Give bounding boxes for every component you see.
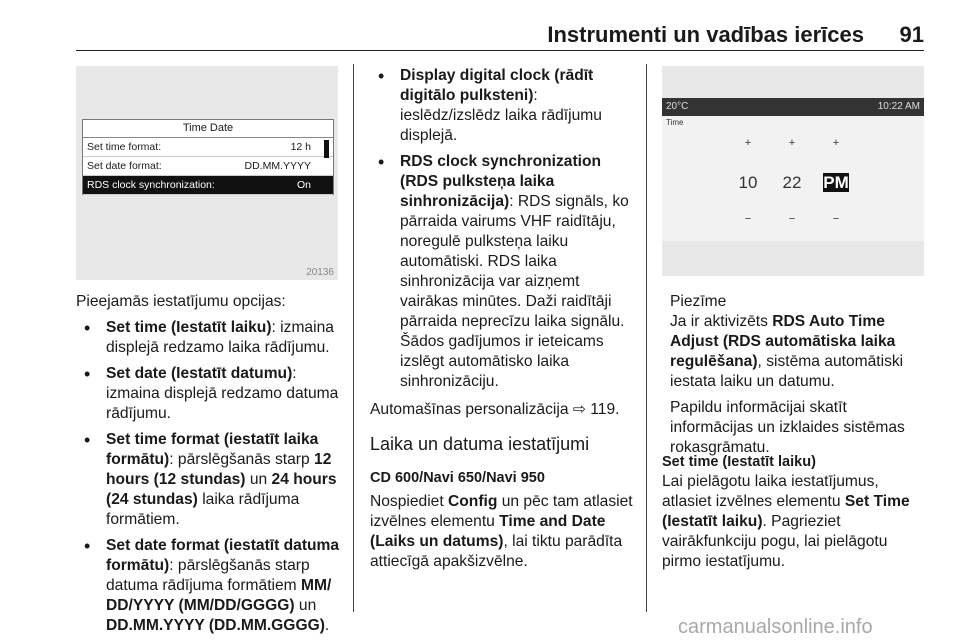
option-value: 12 hours (12 stundas) — [106, 451, 332, 488]
screen-title: Time Date — [83, 120, 333, 138]
list-item — [370, 152, 638, 392]
list-item — [370, 66, 638, 146]
plus-icon: + — [744, 137, 752, 149]
text: , sistēma automātiski iestata laiku un datumu. — [670, 353, 904, 390]
subheading: CD 600/Navi 650/Navi 950 — [370, 470, 545, 486]
minus-icon: − — [832, 213, 840, 225]
option-value: 24 hours (24 stundas) — [106, 471, 337, 508]
menu-name: Set Time (Iestatīt laiku) — [662, 493, 910, 530]
ampm-label: PM — [823, 173, 849, 192]
text: un pēc tam atlasiet izvēlnes elementu — [370, 493, 633, 530]
minus-icon: − — [788, 213, 796, 225]
section-heading: Laika un datuma iestatījumi — [370, 434, 590, 454]
menu-row-value: DD.MM.YYYY — [244, 160, 311, 172]
minute-value: 22 — [782, 173, 802, 192]
menu-row-label: RDS clock synchronization: — [87, 179, 215, 191]
page-header-title: Instrumenti un vadības ierīces — [547, 22, 864, 47]
cross-reference-text: Automašīnas personalizācija — [370, 401, 569, 418]
status-bar — [662, 98, 924, 116]
figure-time-date-menu — [76, 66, 338, 280]
option-desc: : izmaina displejā redzamo datuma rādījumu. — [106, 365, 339, 422]
header-rule — [76, 50, 924, 51]
page-number: 91 — [899, 22, 924, 47]
ampm-value — [816, 173, 856, 193]
option-name: Set time (Iestatīt laiku) — [106, 319, 272, 336]
option-name: RDS clock synchronization (RDS pulksteņa laika sinhronizācija) — [400, 153, 602, 210]
list-item — [76, 430, 346, 530]
text: Nospiediet — [370, 493, 449, 510]
time-setting-screen — [662, 98, 924, 241]
option-name: Set date (Iestatīt datumu) — [106, 365, 293, 382]
cross-reference — [370, 400, 638, 420]
temperature: 20°C — [666, 101, 689, 112]
time-adjust-area — [662, 129, 924, 241]
note-title: Piezīme — [670, 293, 727, 310]
option-name: Display digital clock (rādīt digitālo pulksteni) — [400, 67, 594, 104]
time-date-screen — [82, 119, 334, 195]
menu-name: Time and Date (Laiks un datums) — [370, 513, 606, 550]
text: , lai tiktu parādīta attiecīgā apakšizvēlne. — [370, 533, 623, 570]
cross-reference-page: 119. — [590, 401, 620, 418]
list-item — [76, 536, 346, 636]
column-1 — [76, 292, 346, 636]
options-intro: Pieejamās iestatījumu opcijas: — [76, 293, 286, 310]
option-desc: : ieslēdz/izslēdz laika rādījumu displejā. — [400, 87, 602, 144]
option-desc: : pārslēgšanās starp datuma rādījuma formātiem — [106, 557, 310, 594]
figure-number: 20136 — [306, 267, 334, 278]
note-paragraph — [670, 312, 930, 392]
option-desc: . — [324, 617, 330, 634]
menu-row-date-format — [83, 157, 333, 176]
menu-row-rds-sync — [83, 176, 333, 195]
instruction-paragraph — [662, 472, 930, 572]
watermark-footer: carmanualsonline.info — [678, 616, 873, 638]
column-3-main — [662, 452, 930, 572]
plus-icon: + — [832, 137, 840, 149]
option-name: Set time format (iestatīt laika formātu) — [106, 431, 319, 468]
option-value: DD.MM.YYYY (DD.MM.GGGG) — [106, 617, 325, 634]
arrow-right-icon: ⇨ — [572, 401, 586, 418]
minus-icon: − — [744, 213, 752, 225]
figure-time-setting — [662, 66, 924, 276]
list-item — [76, 318, 346, 358]
plus-icon: + — [788, 137, 796, 149]
menu-row-label: Set date format: — [87, 160, 162, 172]
note-paragraph: Papildu informācijai skatīt informācijas un izklaides sistēmas rokasgrāmatu. — [670, 399, 905, 456]
instruction-paragraph — [370, 492, 638, 572]
option-desc: : izmaina displejā redzamo laika rādījumu. — [106, 319, 334, 356]
column-divider-left — [353, 64, 354, 612]
screen-label: Time — [662, 116, 924, 129]
scrollbar-thumb — [324, 140, 329, 158]
status-clock: 10:22 AM — [877, 101, 920, 112]
column-3 — [670, 292, 930, 458]
button-name: Config — [448, 493, 498, 510]
menu-row-value: On — [296, 179, 311, 191]
option-name: Set date format (iestatīt datuma formātu) — [106, 537, 340, 574]
subheading: Set time (Iestatīt laiku) — [662, 454, 816, 470]
option-value: MM/ DD/YYYY (MM/DD/GGGG) — [106, 577, 332, 614]
menu-row-time-format — [83, 138, 333, 157]
option-desc: : pārslēgšanās starp — [169, 451, 315, 468]
hour-value: 10 — [738, 173, 758, 192]
column-divider-right — [646, 64, 647, 612]
option-desc: un — [245, 471, 272, 488]
option-name: RDS Auto Time Adjust (RDS automātiska laika regulēšana) — [670, 313, 896, 370]
option-desc: : RDS signāls, ko pārraida vairums VHF raidītāju, noregulē pulksteņa laiku automātiski. RDS laika sinhronizācija var aizņemt vairākas minūtes. Daži raidītāji pārraida neprecīzu laika signālu. Šādos gadījumos ir ieteicams izslēgt automātisko laika sinhronizāciju. — [400, 193, 629, 390]
text: Ja ir aktivizēts — [670, 313, 773, 330]
menu-row-label: Set time format: — [87, 141, 162, 153]
text: Lai pielāgotu laika iestatījumus, atlasiet izvēlnes elementu — [662, 473, 879, 510]
option-desc: laika rādījuma formātiem. — [106, 491, 300, 528]
option-desc: un — [294, 597, 317, 614]
text: . Pagrieziet vairākfunkciju pogu, lai pielāgotu pirmo iestatījumu. — [662, 513, 888, 570]
menu-row-value: 12 h — [290, 141, 311, 153]
list-item — [76, 364, 346, 424]
column-2 — [370, 66, 638, 572]
